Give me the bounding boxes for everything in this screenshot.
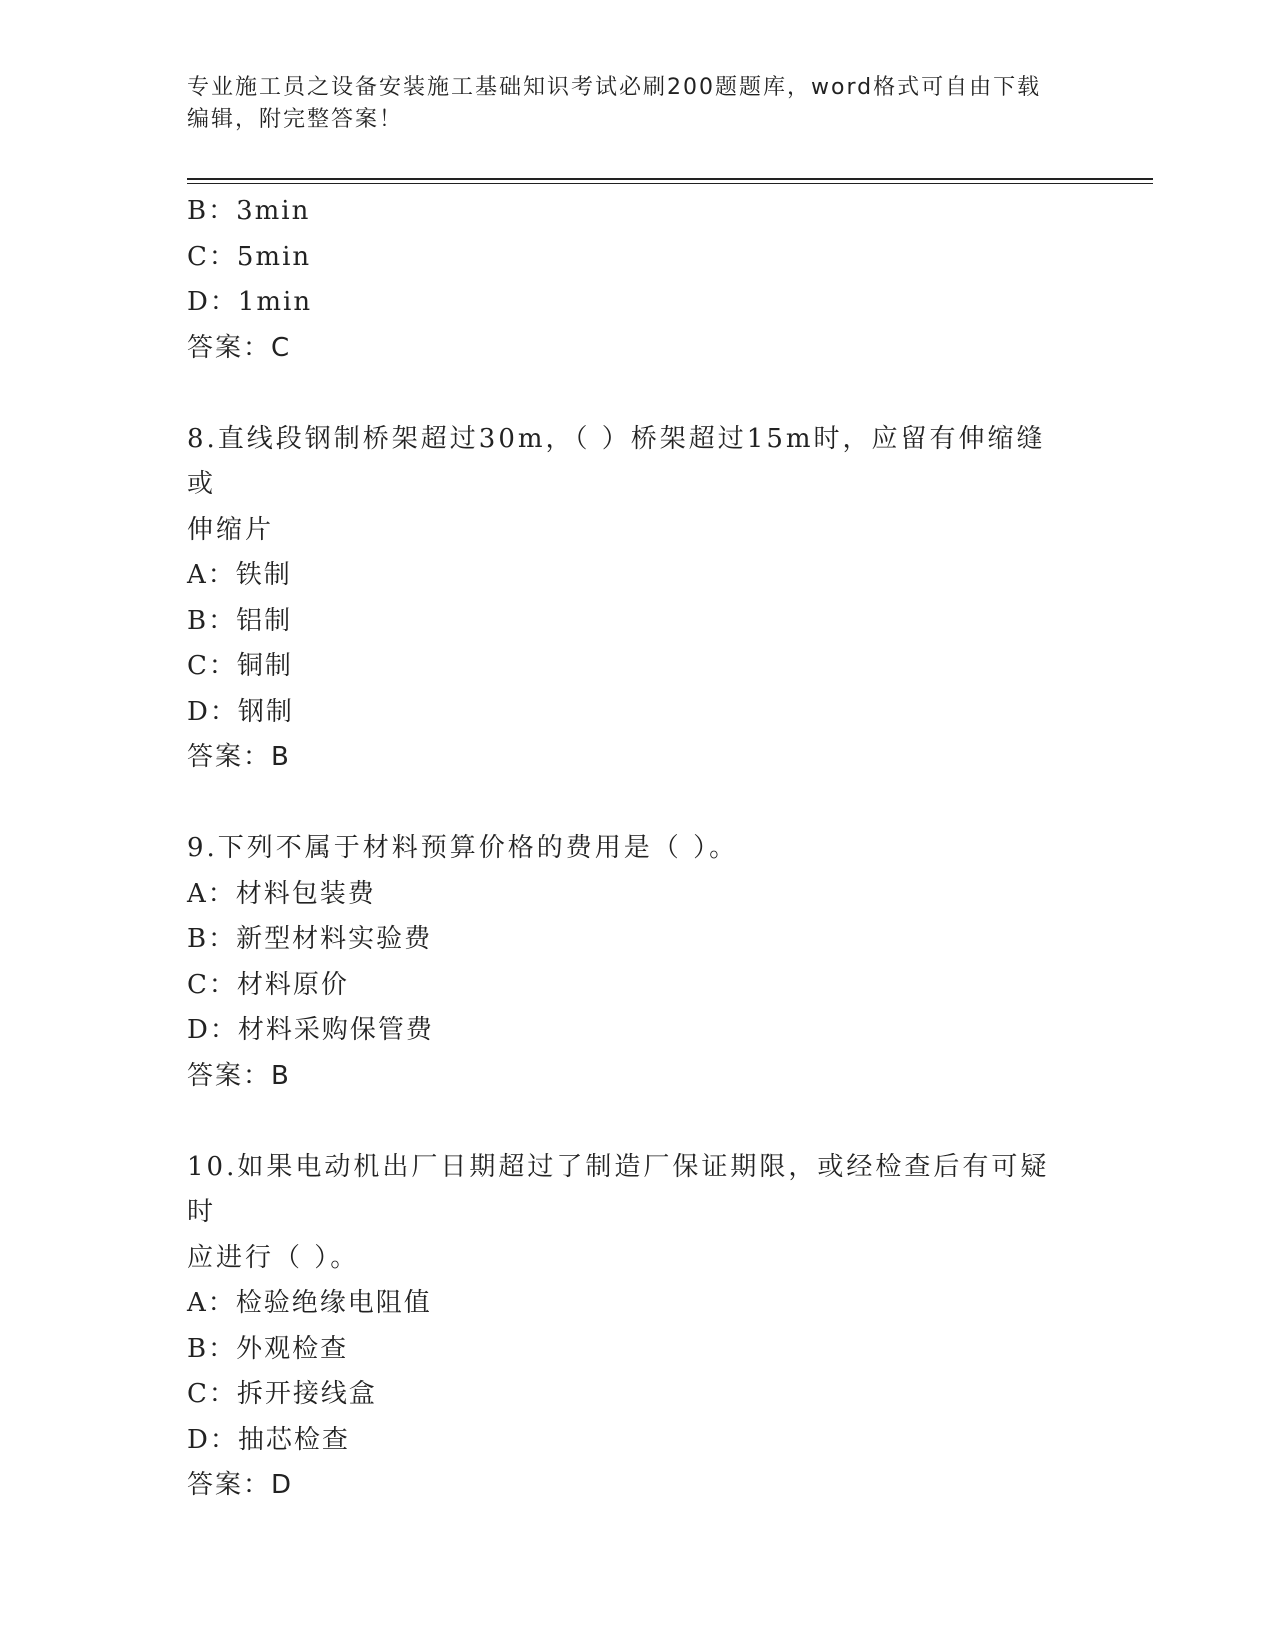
option-d: D：钢制	[187, 696, 294, 727]
option-c: C：5min	[187, 241, 312, 272]
question-9	[187, 826, 1087, 1099]
question-8	[187, 417, 1087, 781]
question-10	[187, 1145, 1087, 1509]
option-b: B：外观检查	[187, 1333, 349, 1364]
question-stem: 10.如果电动机出厂日期超过了制造厂保证期限，或经检查后有可疑时	[187, 1151, 1050, 1227]
option-d: D：抽芯检查	[187, 1424, 350, 1455]
option-d: D：材料采购保管费	[187, 1015, 434, 1045]
option-a: A：铁制	[187, 560, 292, 590]
document-header	[187, 72, 1067, 136]
question-stem: 8.直线段钢制桥架超过30m，（ ）桥架超过15m时，应留有伸缩缝或	[187, 423, 1046, 499]
answer-label: 答案：B	[187, 742, 291, 772]
option-d: D：1min	[187, 287, 313, 317]
option-a: A：检验绝缘电阻值	[187, 1288, 432, 1318]
question-stem-continued: 伸缩片	[187, 514, 275, 545]
header-line-1: 专业施工员之设备安装施工基础知识考试必刷200题题库，word格式可自由下载	[187, 75, 1042, 100]
answer-label: 答案：B	[187, 1060, 291, 1091]
option-a: A：材料包装费	[187, 878, 376, 909]
option-b: B：3min	[187, 196, 311, 226]
option-b: B：新型材料实验费	[187, 924, 433, 954]
header-divider-thick	[187, 178, 1153, 180]
question-stem-continued: 应进行（ ）。	[187, 1242, 360, 1273]
answer-label: 答案：C	[187, 332, 292, 363]
question-list	[187, 189, 1087, 1509]
answer-label: 答案：D	[187, 1470, 294, 1500]
option-c: C：材料原价	[187, 969, 349, 1000]
option-b: B：铝制	[187, 605, 293, 636]
option-c: C：拆开接线盒	[187, 1379, 377, 1409]
question-7-continued	[187, 189, 1087, 371]
header-divider-thin	[187, 183, 1153, 184]
question-stem: 9.下列不属于材料预算价格的费用是（ ）。	[187, 833, 739, 863]
option-c: C：铜制	[187, 651, 293, 681]
header-line-2: 编辑，附完整答案！	[187, 107, 404, 132]
